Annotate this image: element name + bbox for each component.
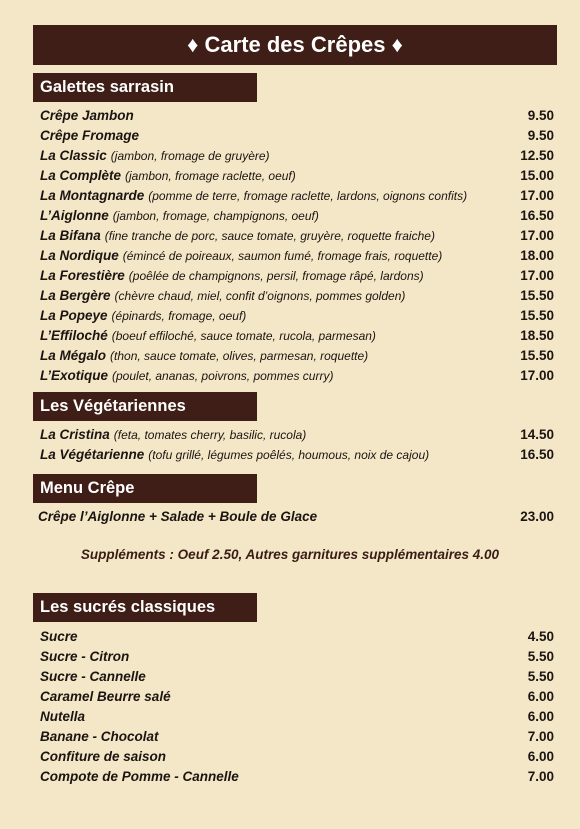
item-name: Confiture de saison [40,749,167,764]
item-description: (poulet, ananas, poivrons, pommes curry) [112,369,334,383]
list-item [40,667,554,687]
item-description: (pomme de terre, fromage raclette, lardons, oignons confits) [148,189,468,203]
item-label [40,266,424,286]
list-item [40,166,554,186]
item-label [40,186,467,206]
item-name: La Classic [40,148,107,163]
item-price: 15.50 [520,288,554,303]
item-name: Caramel Beurre salé [40,689,171,704]
section-header-menu: Menu Crêpe [33,474,257,503]
item-label [40,647,129,667]
item-price: 6.00 [527,749,554,764]
item-label [40,667,146,687]
menu-item-name: Crêpe l’Aiglonne + Salade + Boule de Glace [38,509,318,524]
item-description: (chèvre chaud, miel, confit d’oignons, pommes golden) [114,289,406,303]
item-name: La Montagnarde [40,188,145,203]
menu-item [38,507,554,527]
list-item [40,306,554,326]
item-name: L’Effiloché [40,328,108,343]
item-price: 15.50 [520,308,554,323]
item-description: (boeuf effiloché, sauce tomate, rucola, parmesan) [111,329,376,343]
list-item [40,707,554,727]
list-item [40,326,554,346]
menu-item-price: 23.00 [520,509,554,524]
item-price: 17.00 [520,368,554,383]
list-item [40,206,554,226]
item-price: 16.50 [520,447,554,462]
item-label [40,707,85,727]
item-price: 14.50 [520,427,554,442]
menu-title [33,25,557,65]
item-description: (tofu grillé, légumes poêlés, houmous, noix de cajou) [148,448,430,462]
item-description: (émincé de poireaux, saumon fumé, fromage frais, roquette) [122,249,443,263]
item-name: Sucre - Cannelle [40,669,146,684]
list-item [40,445,554,465]
galettes-list [40,106,554,386]
item-name: La Végétarienne [40,447,145,462]
item-description: (thon, sauce tomate, olives, parmesan, roquette) [110,349,369,363]
item-name: L’Aiglonne [40,208,109,223]
item-label [40,146,270,166]
item-name: Crêpe Jambon [40,108,134,123]
list-item [40,366,554,386]
item-name: Sucre - Citron [40,649,130,664]
list-item [40,246,554,266]
item-price: 17.00 [520,188,554,203]
section-header-vegetariennes: Les Végétariennes [33,392,257,421]
item-price: 18.00 [520,248,554,263]
item-description: (épinards, fromage, oeuf) [111,309,247,323]
item-price: 7.00 [527,729,554,744]
item-description: (jambon, fromage, champignons, oeuf) [112,209,319,223]
item-price: 5.50 [527,669,554,684]
list-item [40,146,554,166]
item-label [40,627,78,647]
item-price: 17.00 [520,268,554,283]
item-price: 4.50 [527,629,554,644]
list-item [40,266,554,286]
list-item [40,226,554,246]
list-item [40,106,554,126]
list-item [40,627,554,647]
item-price: 15.00 [520,168,554,183]
list-item [40,425,554,445]
item-label [40,687,171,707]
item-name: L’Exotique [40,368,109,383]
list-item [40,346,554,366]
item-name: La Nordique [40,248,119,263]
item-label [40,166,296,186]
item-name: La Cristina [40,427,110,442]
item-name: Banane - Chocolat [40,729,159,744]
item-name: La Bergère [40,288,111,303]
item-label [40,727,159,747]
item-label [40,306,246,326]
item-price: 5.50 [527,649,554,664]
supplements-note: Suppléments : Oeuf 2.50, Autres garnitures supplémentaires 4.00 [80,547,500,562]
list-item [40,747,554,767]
item-price: 17.00 [520,228,554,243]
item-price: 9.50 [527,108,554,123]
item-description: (jambon, fromage de gruyère) [110,149,270,163]
item-name: La Bifana [40,228,101,243]
list-item [40,286,554,306]
list-item [40,727,554,747]
item-label [40,747,166,767]
item-label [40,346,368,366]
list-item [40,186,554,206]
item-label [40,326,376,346]
menu-title-text: ♦ Carte des Crêpes ♦ [187,32,403,57]
item-description: (fine tranche de porc, sauce tomate, gruyère, roquette fraiche) [104,229,435,243]
item-price: 6.00 [527,709,554,724]
item-description: (poêlée de champignons, persil, fromage râpé, lardons) [128,269,424,283]
item-price: 6.00 [527,689,554,704]
item-label [40,106,134,126]
item-label [40,366,333,386]
item-price: 12.50 [520,148,554,163]
item-price: 15.50 [520,348,554,363]
vegetariennes-list [40,425,554,465]
list-item [40,126,554,146]
item-name: La Mégalo [40,348,107,363]
item-description: (feta, tomates cherry, basilic, rucola) [113,428,307,442]
item-price: 7.00 [527,769,554,784]
item-label [40,425,306,445]
item-label [40,126,139,146]
item-label [40,206,319,226]
item-name: Nutella [40,709,86,724]
section-header-galettes: Galettes sarrasin [33,73,257,102]
item-name: Compote de Pomme - Cannelle [40,769,239,784]
item-price: 18.50 [520,328,554,343]
list-item [40,687,554,707]
list-item [40,767,554,787]
item-description: (jambon, fromage raclette, oeuf) [125,169,296,183]
item-label [40,286,405,306]
item-name: Crêpe Fromage [40,128,140,143]
item-name: La Complète [40,168,122,183]
item-name: Sucre [40,629,78,644]
item-label [40,767,239,787]
item-label [40,246,442,266]
sucres-list [40,627,554,787]
section-header-sucres: Les sucrés classiques [33,593,257,622]
list-item [40,647,554,667]
item-name: La Popeye [40,308,108,323]
item-price: 16.50 [520,208,554,223]
item-name: La Forestière [40,268,125,283]
item-label [40,226,435,246]
item-price: 9.50 [527,128,554,143]
item-label [40,445,429,465]
